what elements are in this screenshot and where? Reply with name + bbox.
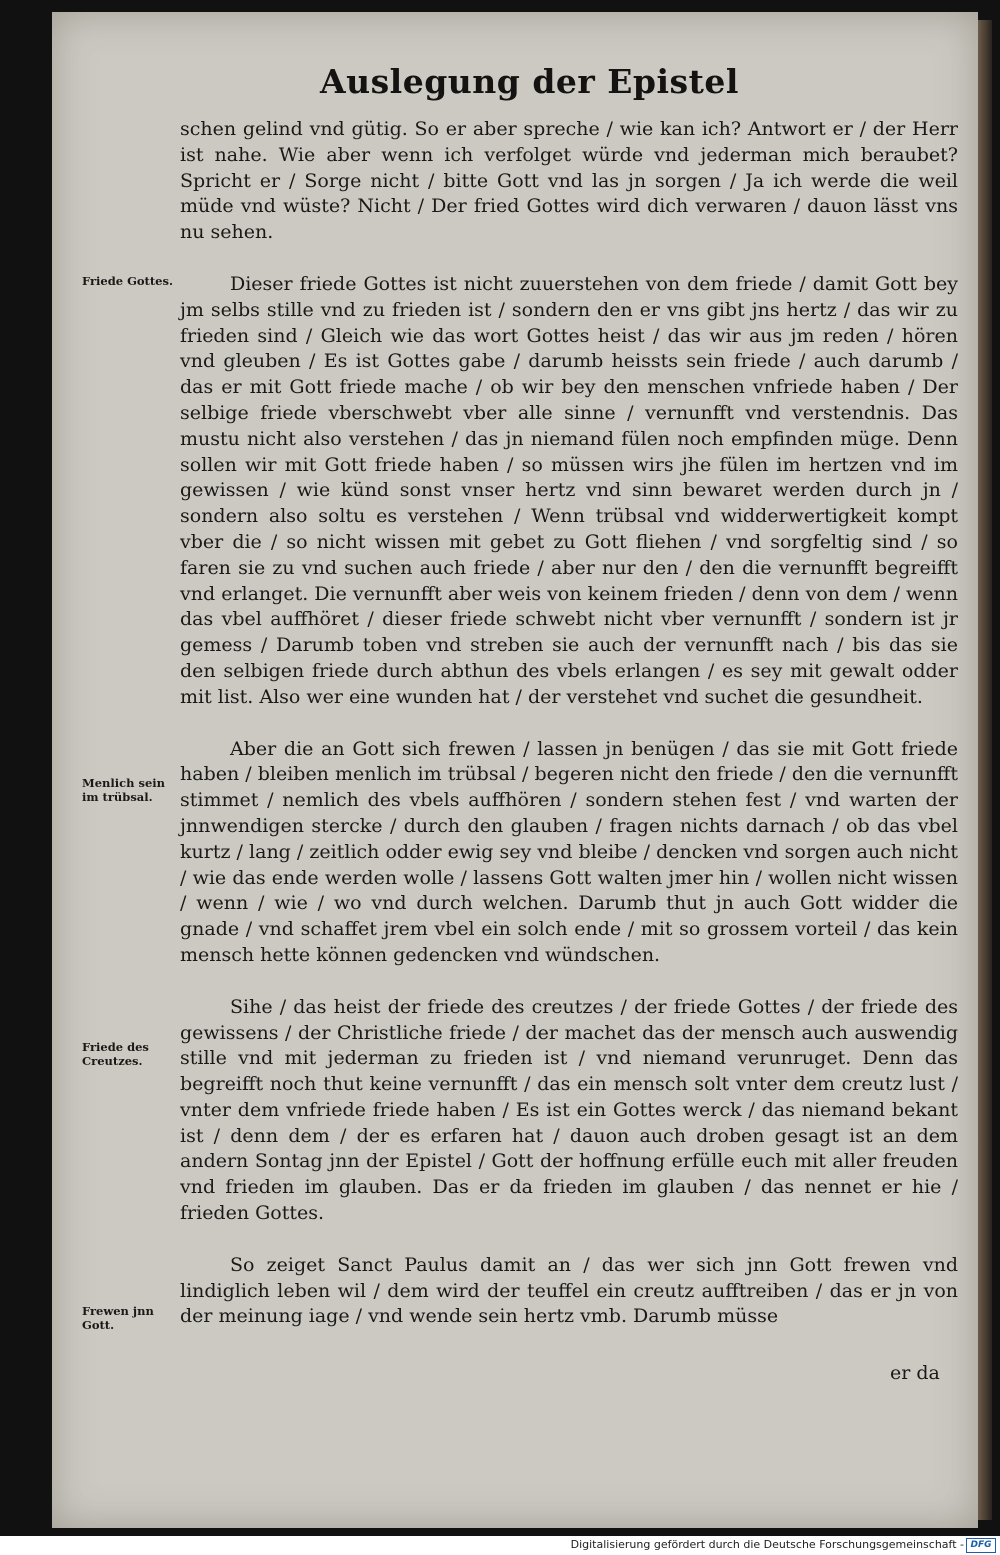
running-title: Auslegung der Epistel (320, 62, 739, 101)
paragraph: Aber die an Gott sich frewen / lassen jn benügen / das sie mit Gott friede haben / bleiben menlich im trübsal / begeren nicht den friede / den die vernunfft stimmet / nemlich des vbels auffhören / sondern stehen fest / vnd warten der jnnwendigen stercke / durch den glauben / fragen nichts darnach / ob das vbel kurtz / lang / zeitlich odder ewig sey vnd bleibe / dencken vnd sorgen auch nicht / wie das ende werden wolle / lassens Gott walten jmer hin / wollen nicht wissen / wenn / wie / wo vnd durch welchen. Darumb thut jn auch Gott widder die gnade / vnd schaffet jrem vbel ein solch ende / mit so grossem vorteil / das kein mensch hette können gedencken vnd wündschen. (180, 737, 958, 966)
paragraph: Sihe / das heist der friede des creutzes / der friede Gottes / der friede des gewissens / der Christliche friede / der machet das der mensch auch auswendig stille vnd mit jederman zu frieden ist / vnd niemand verunruget. Denn das begreifft noch thut keine vernunfft / das ein mensch solt vnter dem creutz lust / vnter dem vnfriede friede haben / Es ist ein Gottes werck / das niemand bekant ist / denn dem / der es erfaren hat / dauon auch droben gesagt ist an dem andern Sontag jnn der Epistel / Gott der hoffnung erfülle euch mit aller freuden vnd frieden im glauben. Das er da frieden im glauben / das nennet er hie / frieden Gottes. (180, 995, 958, 1225)
marginal-note: Frewen jnn Gott. (82, 1304, 154, 1332)
marginal-note: Friede Gottes. (82, 274, 173, 288)
paragraph: schen gelind vnd gütig. So er aber spreche / wie kan ich? Antwort er / der Herr ist nahe. Wie aber wenn ich verfolget würde vnd jederman mich beraubet? Spricht er / Sorge nicht / bitte Gott vnd las jn sorgen / Ja ich werde die weil müde vnd wüste? Nicht / Der fried Gottes wird dich verwaren / dauon lässt vns nu sehen. (180, 118, 958, 244)
paragraph: So zeiget Sanct Paulus damit an / das wer sich jnn Gott frewen vnd lindiglich leben wil / dem wird der teuffel ein creutz aufftreiben / das er jn von der meinung iage / vnd wende sein hertz vmb. Darumb müsse (180, 1253, 958, 1328)
body-text (180, 117, 958, 1330)
funding-credit: Digitalisierung gefördert durch die Deutsche Forschungsgemeinschaft - (570, 1538, 964, 1551)
marginal-note: Friede des Creutzes. (82, 1040, 149, 1068)
footer-bar (0, 1536, 1000, 1555)
catchword: er da (890, 1362, 940, 1384)
page-edge (978, 20, 992, 1520)
paragraph: Dieser friede Gottes ist nicht zuuerstehen von dem friede / damit Gott bey jm selbs stille vnd zu frieden ist / sondern den er vns gibt jns hertz / das wir zu frieden sind / Gleich wie das wort Gottes heist / das wir aus jm reden / hören vnd gleuben / Es ist Gottes gabe / darumb heissts sein friede / auch darumb / das er mit Gott friede mache / ob wir bey den menschen vnfriede haben / Der selbige friede vberschwebt vber alle sinne / vernunfft vnd verstendnis. Das mustu nicht also verstehen / das jn niemand fülen noch empfinden müge. Denn sollen wir mit Gott friede haben / so müssen wirs jhe fülen im hertzen vnd im gewissen / wie künd sonst vnser hertz vnd sinn bewaret werden durch jn / sondern also soltu es verstehen / Wenn trübsal vnd widderwertigkeit kompt vber die / so nicht wissen mit gebet zu Gott fliehen / vnd sorgfeltig sind / so faren sie zu vnd suchen auch friede / aber nur den / den die vernunfft begreifft vnd erlanget. Die vernunfft aber weis von keinem frieden / denn von dem / wenn das vbel auffhöret / dieser friede schwebt nicht vber vernunfft / sondern ist jr gemess / Darumb toben vnd streben sie auch der vernunfft nach / bis das sie den selbigen friede durch abthun des vbels erlangen / es sey mit gewalt odder mit list. Also wer eine wunden hat / der verstehet vnd suchet die gesundheit. (180, 272, 958, 708)
dfg-logo: DFG (966, 1538, 996, 1553)
marginal-note: Menlich sein im trübsal. (82, 776, 166, 804)
